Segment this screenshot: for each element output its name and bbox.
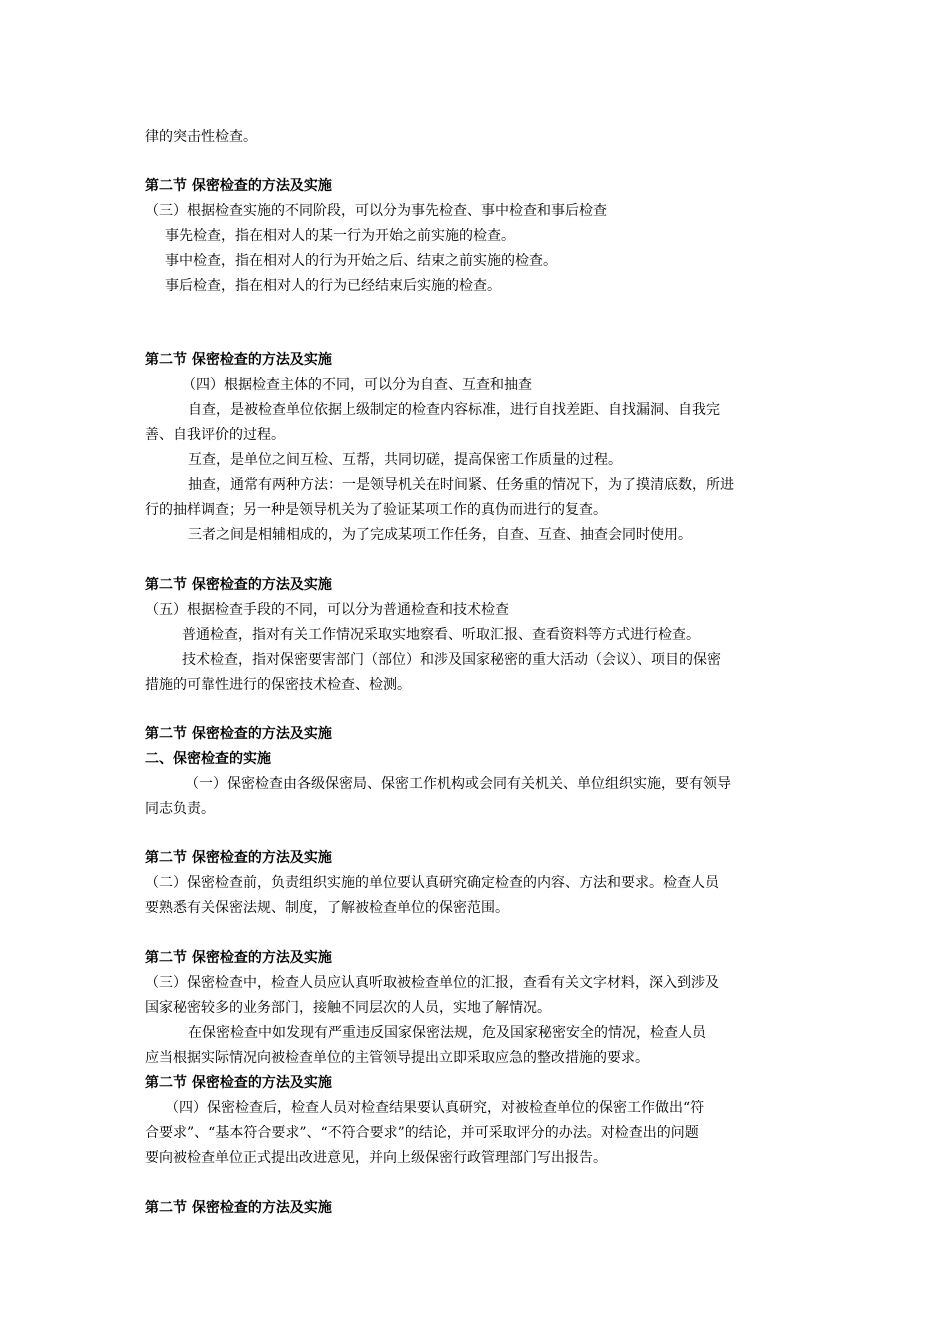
paragraph-line: 律的突击性检查。 <box>145 129 257 145</box>
paragraph-line: 抽查，通常有两种方法：一是领导机关在时间紧、任务重的情况下，为了摸清底数，所进 <box>188 477 734 493</box>
paragraph-line: 要熟悉有关保密法规、制度，了解被检查单位的保密范围。 <box>145 900 509 916</box>
subsection-heading: （四）根据检查主体的不同，可以分为自查、互查和抽查 <box>182 377 532 393</box>
paragraph-line: （三）保密检查中，检查人员应认真听取被检查单位的汇报，查看有关文字材料，深入到涉及 <box>145 975 719 991</box>
paragraph-line: 行的抽样调查；另一种是领导机关为了验证某项工作的真伪而进行的复查。 <box>145 502 607 518</box>
paragraph-line: 措施的可靠性进行的保密技术检查、检测。 <box>145 677 411 693</box>
paragraph-line: 应当根据实际情况向被检查单位的主管领导提出立即采取应急的整改措施的要求。 <box>145 1050 649 1066</box>
section-heading: 第二节 保密检查的方法及实施 <box>145 850 332 866</box>
subsection-heading: （五）根据检查手段的不同，可以分为普通检查和技术检查 <box>145 602 509 618</box>
paragraph-line: 事中检查，指在相对人的行为开始之后、结束之前实施的检查。 <box>165 253 557 269</box>
section-heading: 第二节 保密检查的方法及实施 <box>145 178 332 194</box>
paragraph-line: （四）保密检查后，检查人员对检查结果要认真研究，对被检查单位的保密工作做出“符 <box>165 1100 705 1116</box>
paragraph-line: 技术检查，指对保密要害部门（部位）和涉及国家秘密的重大活动（会议）、项目的保密 <box>182 652 721 668</box>
paragraph-line: 在保密检查中如发现有严重违反国家保密法规，危及国家秘密安全的情况，检查人员 <box>188 1025 706 1041</box>
paragraph-line: （二）保密检查前，负责组织实施的单位要认真研究确定检查的内容、方法和要求。检查人员 <box>145 875 719 891</box>
paragraph-line: 自查，是被检查单位依据上级制定的检查内容标准，进行自找差距、自找漏洞、自我完 <box>188 402 720 418</box>
paragraph-line: 事先检查，指在相对人的某一行为开始之前实施的检查。 <box>165 228 515 244</box>
section-heading: 第二节 保密检查的方法及实施 <box>145 1075 332 1091</box>
paragraph-line: 三者之间是相辅相成的，为了完成某项工作任务，自查、互查、抽查会同时使用。 <box>188 527 692 543</box>
paragraph-line: 事后检查，指在相对人的行为已经结束后实施的检查。 <box>165 278 501 294</box>
paragraph-line: 合要求”、“基本符合要求”、“不符合要求”的结论，并可采取评分的办法。对检查出的问题 <box>145 1125 699 1141</box>
subsection-heading: （三）根据检查实施的不同阶段，可以分为事先检查、事中检查和事后检查 <box>145 203 607 219</box>
paragraph-line: 国家秘密较多的业务部门，接触不同层次的人员，实地了解情况。 <box>145 1000 551 1016</box>
section-heading: 第二节 保密检查的方法及实施 <box>145 1200 332 1216</box>
section-heading: 第二节 保密检查的方法及实施 <box>145 726 332 742</box>
paragraph-line: 善、自我评价的过程。 <box>145 427 285 443</box>
paragraph-line: 同志负责。 <box>145 801 215 817</box>
paragraph-line: 普通检查，指对有关工作情况采取实地察看、听取汇报、查看资料等方式进行检查。 <box>182 627 700 643</box>
paragraph-line: （一）保密检查由各级保密局、保密工作机构或会同有关机关、单位组织实施，要有领导 <box>185 776 731 792</box>
paragraph-line: 要向被检查单位正式提出改进意见，并向上级保密行政管理部门写出报告。 <box>145 1150 607 1166</box>
paragraph-line: 互查，是单位之间互检、互帮，共同切磋，提高保密工作质量的过程。 <box>188 452 622 468</box>
section-heading: 第二节 保密检查的方法及实施 <box>145 577 332 593</box>
subsection-heading: 二、保密检查的实施 <box>145 751 271 767</box>
section-heading: 第二节 保密检查的方法及实施 <box>145 352 332 368</box>
section-heading: 第二节 保密检查的方法及实施 <box>145 950 332 966</box>
